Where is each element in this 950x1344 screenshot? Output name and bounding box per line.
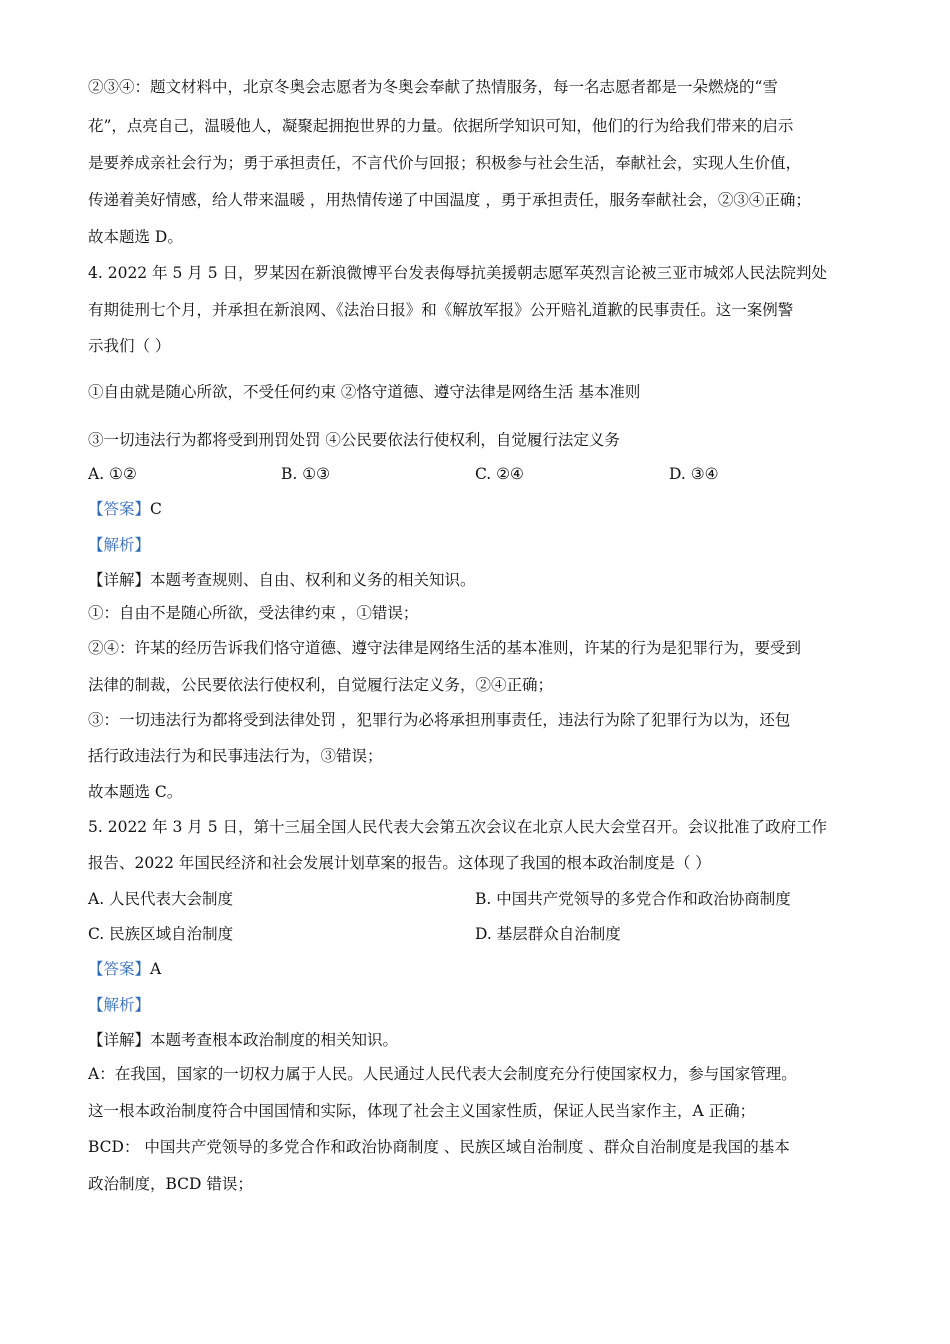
detail-text: 本题考查根本政治制度的相关知识。 — [150, 1031, 399, 1049]
q4-conclusion: 故本题选 C。 — [88, 783, 183, 801]
q5-stem-line: 5. 2022 年 3 月 5 日，第十三届全国人民代表大会第五次会议在北京人民大会堂召开。会议批准了政府工作 — [88, 818, 828, 836]
q5-analysis-tag: 【解析】 — [88, 996, 151, 1014]
q4-stem-line: 示我们（ ） — [88, 337, 171, 355]
q4-detail-line: ②④：许某的经历告诉我们恪守道德、遵守法律是网络生活的基本准则，许某的行为是犯罪行为，要受到 — [88, 639, 802, 657]
q5-answer — [88, 959, 161, 979]
q3-analysis-line: 是要养成亲社会行为；勇于承担责任，不言代价与回报；积极参与社会生活，奉献社会，实现人生价值， — [88, 154, 802, 172]
answer-tag: 【答案】 — [88, 960, 151, 978]
detail-text: 本题考查规则、自由、权利和义务的相关知识。 — [150, 571, 476, 589]
q3-analysis-line: ②③④：题文材料中，北京冬奥会志愿者为冬奥会奉献了热情服务，每一名志愿者都是一朵燃烧的“雪 — [88, 78, 778, 96]
q5-option-b: B. 中国共产党领导的多党合作和政治协商制度 — [475, 890, 791, 908]
detail-tag: 【详解】 — [88, 571, 151, 589]
q4-detail-line: 括行政违法行为和民事违法行为，③错误； — [88, 747, 383, 765]
q4-option-c: C. ②④ — [475, 465, 524, 483]
q4-statement-line: ①自由就是随心所欲，不受任何约束 ②恪守道德、遵守法律是网络生活 基本准则 — [88, 383, 641, 401]
q4-stem-line: 4. 2022 年 5 月 5 日，罗某因在新浪微博平台发表侮辱抗美援朝志愿军英烈言论被三亚市城郊人民法院判处 — [88, 264, 828, 282]
answer-value: A — [150, 960, 162, 978]
detail-tag: 【详解】 — [88, 1031, 151, 1049]
q4-detail-first — [88, 570, 476, 590]
q4-option-a: A. ①② — [88, 465, 137, 483]
q4-answer — [88, 499, 162, 519]
q4-analysis-tag: 【解析】 — [88, 536, 151, 554]
q5-option-d: D. 基层群众自治制度 — [475, 925, 621, 943]
q4-option-b: B. ①③ — [281, 465, 331, 483]
q5-detail-first — [88, 1030, 398, 1050]
q5-detail-line: 这一根本政治制度符合中国国情和实际，体现了社会主义国家性质，保证人民当家作主，A 正确； — [88, 1102, 756, 1120]
q5-option-a: A. 人民代表大会制度 — [88, 890, 234, 908]
q4-option-d: D. ③④ — [669, 465, 719, 483]
q4-detail-line: ③：一切违法行为都将受到法律处罚 ，犯罪行为必将承担刑事责任，违法行为除了犯罪行为以为，还包 — [88, 711, 791, 729]
q3-analysis-line: 传递着美好情感，给人带来温暖 ，用热情传递了中国温度 ，勇于承担责任，服务奉献社会，②③④正确； — [88, 191, 811, 209]
q4-detail-line: ①：自由不是随心所欲，受法律约束 ，①错误； — [88, 604, 419, 622]
q5-option-c: C. 民族区域自治制度 — [88, 925, 234, 943]
q3-conclusion: 故本题选 D。 — [88, 228, 183, 246]
q4-statement-line: ③一切违法行为都将受到刑罚处罚 ④公民要依法行使权利，自觉履行法定义务 — [88, 431, 620, 449]
q3-analysis-line: 花”，点亮自己，温暖他人，凝聚起拥抱世界的力量。依据所学知识可知，他们的行为给我们带来的启示 — [88, 117, 794, 135]
q5-detail-line: 政治制度，BCD 错误； — [88, 1175, 253, 1193]
q5-stem-line: 报告、2022 年国民经济和社会发展计划草案的报告。这体现了我国的根本政治制度是（ ） — [88, 854, 711, 872]
q4-detail-line: 法律的制裁，公民要依法行使权利，自觉履行法定义务，②④正确； — [88, 676, 554, 694]
answer-value: C — [150, 500, 162, 518]
q5-detail-line: BCD： 中国共产党领导的多党合作和政治协商制度 、民族区域自治制度 、群众自治制度是我国的基本 — [88, 1138, 790, 1156]
q5-detail-line: A：在我国，国家的一切权力属于人民。人民通过人民代表大会制度充分行使国家权力，参与国家管理。 — [88, 1065, 797, 1083]
q4-stem-line: 有期徒刑七个月，并承担在新浪网、《法治日报》和《解放军报》公开赔礼道歉的民事责任。这一案例警 — [88, 301, 794, 319]
answer-tag: 【答案】 — [88, 500, 151, 518]
